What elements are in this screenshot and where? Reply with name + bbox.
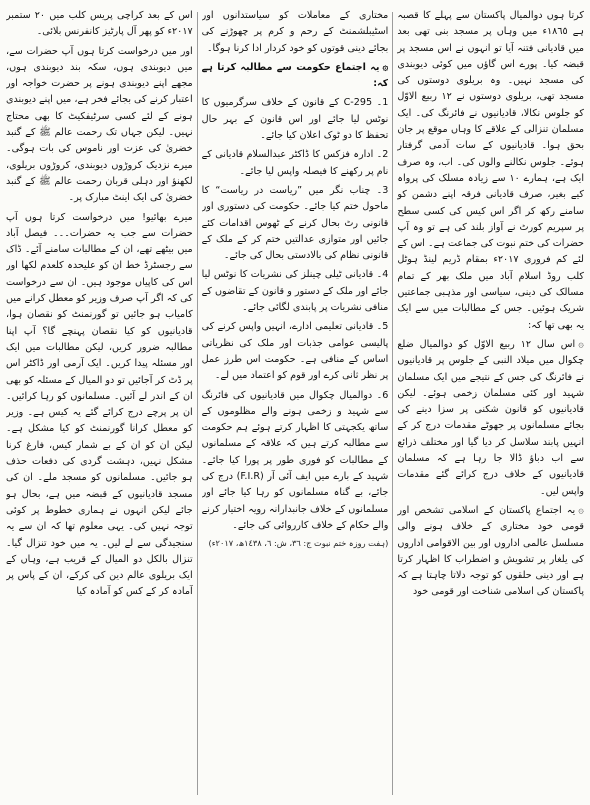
paragraph: میرے بھائیو! میں درخواست کرتا ہوں آپ حضرات سے جب یہ حضرات۔۔۔ فیصل آباد میں بیٹھے تھے، ان کے مطالبات سامنے آئے۔ ڈاک سے رجسٹرڈ خط ان کو علیحدہ کلعدم لکھا اور اس کی کاپیاں موجود ہیں۔ ان سے درخواست کی کہ اگر آپ صرف وزیر کو معطل کرانے میں کامیاب ہو جائیں تو گورنمنٹ کو نقصان ہوا، قادیانیوں کو کیا نقصان پہنچے گا؟ آپ اپنا مطالبہ ضرور کریں، لیکن مطالبات میں ایک اور مسئلہ پیدا کریں۔ ایک آرمی اور ڈاکٹر اس پر ڈٹ کر آجائیں تو دو المیال کے مسئلہ کو بھی ان کے اندر لے آئیں۔ مسلمانوں کو رہا کرائیں۔ ان پر پرچے درج کرائے گئے یہ کیس ہے۔ وزیر کو معطل کرانا گورنمنٹ کو کیا مشکل ہے۔ لیکن ان کو ان کے بے شمار کیس، فارغ کرنا مشکل نہیں، دہشت گردی کی دفعات حذف ہو جائیں۔ مسلمانوں کو مسجد ملے۔ ان کی مسجد قادیانیوں کے قبضہ میں ہے، بحال ہو جائے لیکن انہوں نے ہماری خطوط پر کوئی توجہ نہیں کی۔ یہی معلوم تھا کہ ان سے یہ سنجیدگی سے لے لیں۔ یہ میں خود تنزال گیا۔ تنزال بالکل دو المیال کے قریب ہے، وہاں کے ایک بریلوی عالم دین کی کرکے، ان کے پاس پر آمادہ کر کے کس کو آمادہ کیا [5, 211, 193, 598]
column-middle [202, 8, 389, 799]
ornament-icon: ۞ [578, 338, 584, 350]
source-footnote: (ہفت روزہ ختم نبوت ج: ٣٦، ش: ٦، ١٤٣٨ھ، ٢٠١٧ء) [208, 538, 389, 549]
demand-item: 4۔ قادیانی ٹیلی چینلز کی نشریات کا نوٹس لیا جائے اور ملک کے دستور و قانون کے تقاضوں کے منافی نشریات پر پابندی لگائی جائے۔ [201, 269, 389, 314]
column-right [397, 8, 584, 799]
paragraph: اس کے بعد کراچی پریس کلب میں ٢٠ ستمبر ٢٠١٧ء کو پھر آل پارٹیز کانفرنس بلائی۔ [5, 10, 193, 38]
heading-text: یہ اجتماع حکومت سے مطالبہ کرتا ہے کہ: [201, 61, 389, 90]
paragraph: مختاری کے معاملات کو سیاستدانوں اور اسٹیبلشمنٹ کے رحم و کرم پر چھوڑنے کی بجائے دینی قوتوں کو خود کردار ادا کرنا ہوگا۔ [201, 10, 389, 54]
ornament-icon: ۞ [382, 61, 389, 73]
demand-item: 2۔ ادارہ فزکس کا ڈاکٹر عبدالسلام قادیانی کے نام پر رکھنے کا فیصلہ واپس لیا جائے۔ [201, 149, 389, 177]
column-divider [392, 12, 393, 795]
column-left [6, 8, 193, 799]
paragraph-text: یہ اجتماع پاکستان کے اسلامی تشخص اور قومی خود مختاری کے خلاف ہونے والی مسلسل عالمی اداروں اور بین الاقوامی اداروں کی یلغار پر تشویش و اضطراب کا اظہار کرتا ہے اور دینی حلقوں کو توجہ دلاتا چاہتا ہے کہ پاکستان کی اسلامی شناخت اور قومی خود [397, 504, 584, 598]
columns [6, 8, 584, 799]
paragraph [397, 337, 584, 500]
ornament-icon: ۞ [578, 504, 584, 516]
heading [202, 60, 389, 93]
demand-item: 5۔ قادیانی تعلیمی ادارے، انہیں واپس کرنے کی پالیسی عوامی جذبات اور ملک کی نظریاتی اساس کے منافی ہے۔ حکومت اس طرز عمل پر نظر ثانی کرے اور قوم کو اعتماد میں لے۔ [201, 321, 389, 382]
paragraph: کرتا ہوں دوالمیال پاکستان سے پہلے کا قصبہ ہے ١٨٦٥ء میں وہاں پر مسجد بنی تھی بعد میں قادیانی فتنہ آیا تو انہوں نے اس مسجد پر قبضہ کیا۔ پورے اس گاؤں میں کوئی دیوبندی کی مسجد نہیں۔ وہ بریلوی دوستوں کی مسجد تھی، بریلوی دوستوں نے ١٢ ربیع الاوّل کو جلوس نکالا، قادیانیوں نے فائرنگ کی۔ ایک مسلمان تنزالی کے علاقے کا وہاں موقع پر جان بحق ہوا۔ قادیانیوں کے سات آدمی گرفتار ہوئے۔ جلوس نکالنے والوں کی۔ اب، وہ صرف ایک ہے، ہمارے ١٠ سے زیادہ مسلک کی پرواہ کیے بغیر، صرف قادیانی فرقہ اپنے دشمن کو سامنے رکھ کر اگر اس کیس کی کسی سطح پر سپریم کورٹ نے آواز بلند کی ہے تو وہ آپ حضرات کی ختم نبوت کی جماعت ہے۔ اس کے لئے کم فروری ٢٠١٧ء بمقام ڈریم لینڈ ہوٹل کلب روڈ اسلام آباد میں ملک بھر کے تمام مسالک کی دینی، سیاسی اور مذہبی جماعتیں شریک ہوئیں۔ جس کے مطالبات میں سے ایک یہ بھی تھا کہ: [397, 10, 584, 331]
paragraph-text: اس سال ١٢ ربیع الاوّل کو دوالمیال ضلع چکوال میں میلاد النبی کے جلوس پر قادیانیوں نے فائرنگ کی جس کے نتیجے میں ایک مسلمان شہید اور کئی مسلمان زخمی ہوئے۔ لیکن قادیانیوں کو قانون شکنی پر سزا دینے کی بجائے مسلمانوں پر جھوٹے مقدمات درج کر کے انہیں پابند سلاسل کر دیا گیا اور مختلف ذرائع سے اب دباؤ ڈالا جا رہا ہے کہ مسلمان قادیانیوں کے خلاف درج کرائے گئے مقدمات واپس لیں۔ [397, 338, 584, 497]
paragraph: اور میں درخواست کرتا ہوں آپ حضرات سے، میں دیوبندی ہوں، سکہ بند دیوبندی ہوں، مجھے اپنے دیوبندی ہونے پر حضرت خواجہ اور اعتبار کرنے کی بجائے فخر ہے، میں اپنے دیوبندی ہونے کے لئے کسی سرٹیفکیٹ کا بھی محتاج نہیں۔ لیکن جہاں تک رحمت عالم ﷺ کے گنبد خضریٰ کی عزت اور ناموس کی بات ہوگی۔ میرے نزدیک کروڑوں دیوبندی، کروڑوں بریلوی، لکھنؤ اور دہلی قربان رحمت عالم ﷺ کے گنبد خضریٰ کی ایک اینٹ مبارک پر۔ [5, 45, 193, 204]
column-divider [197, 12, 198, 795]
demand-item: 6۔ دوالمیال چکوال میں قادیانیوں کی فائرنگ سے شہید و زخمی ہونے والے مظلوموں کے ساتھ یکجہتی کا اظہار کرتے ہوئے ہم حکومت سے مطالبہ کرتے ہیں کہ علاقہ کے مسلمانوں کے مطالبات کو فوری طور پر پورا کیا جائے۔ شہید کے بارے میں ایف آئی آر (F.I.R) درج کی جائے، بے گناہ مسلمانوں کو رہا کیا جائے اور مسلمانوں کے خلاف جانبدارانہ رویہ اختیار کرنے والے حکام کے خلاف کارروائی کی جائے۔ [201, 389, 389, 531]
demand-item: 3۔ چناب نگر میں ”ریاست در ریاست“ کا ماحول ختم کیا جائے۔ حکومت کی دستوری اور قانونی رٹ بحال کرنے کے ٹھوس اقدامات کئے جائیں اور متوازی عدالتیں ختم کر کے ملک کے قانونی نظام کی بالادستی بحال کی جائے۔ [201, 184, 389, 262]
demand-item: 1۔ 295-C کے قانون کے خلاف سرگرمیوں کا نوٹس لیا جائے اور اس قانون کے بہر حال تحفظ کا دو ٹوک اعلان کیا جائے۔ [201, 97, 389, 142]
paragraph [397, 503, 584, 601]
